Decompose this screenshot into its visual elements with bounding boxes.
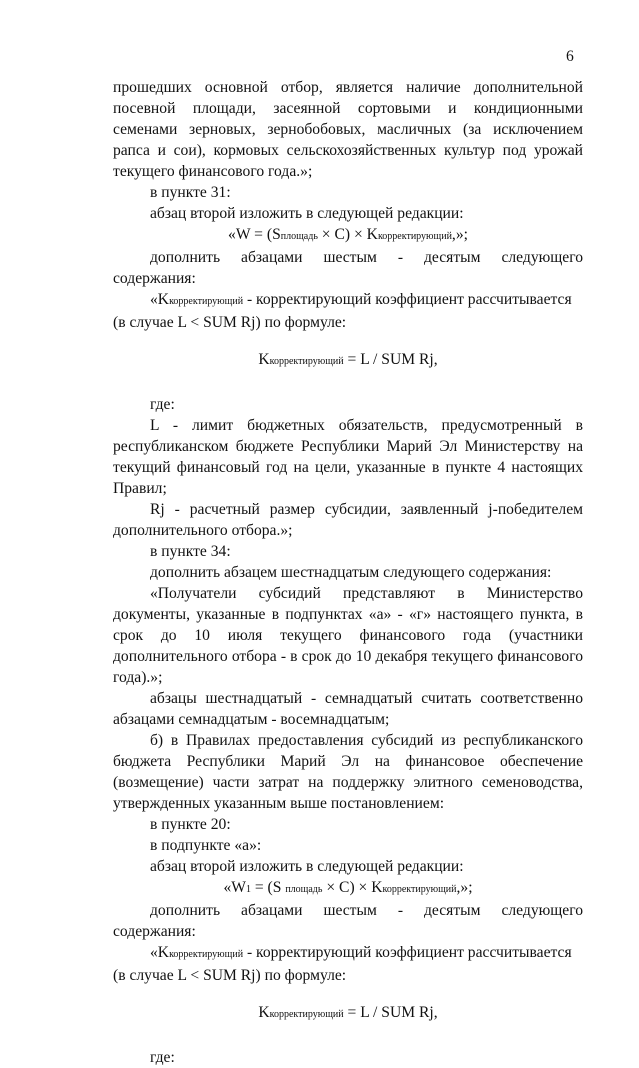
formula-k: Kкорректирующий = L / SUM Rj, bbox=[258, 351, 438, 368]
paragraph: «Kкорректирующий - корректирующий коэффициент рассчитывается bbox=[150, 944, 572, 961]
paragraph: (в случае L < SUM Rj) по формуле: bbox=[113, 314, 347, 331]
paragraph: где: bbox=[150, 396, 175, 413]
paragraph: абзац второй изложить в следующей редакции: bbox=[150, 205, 464, 222]
paragraph: Rj - расчетный размер субсидии, заявленный j-победителем дополнительного отбора.»; bbox=[113, 501, 583, 539]
formula-w: «W = (Sплощадь × C) × Kкорректирующий,»; bbox=[228, 226, 468, 243]
paragraph: (в случае L < SUM Rj) по формуле: bbox=[113, 967, 347, 984]
paragraph: L - лимит бюджетных обязательств, предусмотренный в республиканском бюджете Республики Марий Эл Министерству на текущий финансовый год на цели, указанные в пункте 4 настоящих Правил; bbox=[113, 417, 583, 497]
paragraph: в пункте 20: bbox=[150, 816, 231, 833]
paragraph: в подпункте «а»: bbox=[150, 837, 262, 854]
paragraph: абзац второй изложить в следующей редакции: bbox=[150, 858, 464, 875]
document-body bbox=[113, 77, 583, 1068]
paragraph: дополнить абзацами шестым - десятым следующего содержания: bbox=[113, 249, 583, 287]
paragraph: в пункте 31: bbox=[150, 184, 231, 201]
paragraph: где: bbox=[150, 1049, 175, 1066]
page-number: 6 bbox=[566, 48, 574, 65]
paragraph: б) в Правилах предоставления субсидий из республиканского бюджета Республики Марий Эл на финансовое обеспечение (возмещение) части затрат на поддержку элитного семеноводства, утвержденных указанным выше постановлением: bbox=[113, 732, 583, 812]
paragraph: абзацы шестнадцатый - семнадцатый считать соответственно абзацами семнадцатым - восемнадцатым; bbox=[113, 690, 583, 728]
paragraph: дополнить абзацами шестым - десятым следующего содержания: bbox=[113, 902, 583, 940]
paragraph: «Получатели субсидий представляют в Министерство документы, указанные в подпунктах «а» - «г» настоящего пункта, в срок до 10 июля текущего финансового года (участники дополнительного отбора - в срок до 10 декабря текущего финансового года).»; bbox=[113, 585, 583, 686]
formula-k: Kкорректирующий = L / SUM Rj, bbox=[258, 1004, 438, 1021]
paragraph: прошедших основной отбор, является наличие дополнительной посевной площади, засеянной сортовыми и кондиционными семенами зерновых, зернобобовых, масличных (за исключением рапса и сои), кормовых сельскохозяйственных культур под урожай текущего финансового года.»; bbox=[113, 79, 583, 180]
formula-w1: «W1 = (S площадь × C) × Kкорректирующий,»; bbox=[223, 879, 473, 896]
paragraph: в пункте 34: bbox=[150, 543, 231, 560]
paragraph: дополнить абзацем шестнадцатым следующего содержания: bbox=[150, 564, 552, 581]
paragraph: «Kкорректирующий - корректирующий коэффициент рассчитывается bbox=[150, 291, 572, 308]
